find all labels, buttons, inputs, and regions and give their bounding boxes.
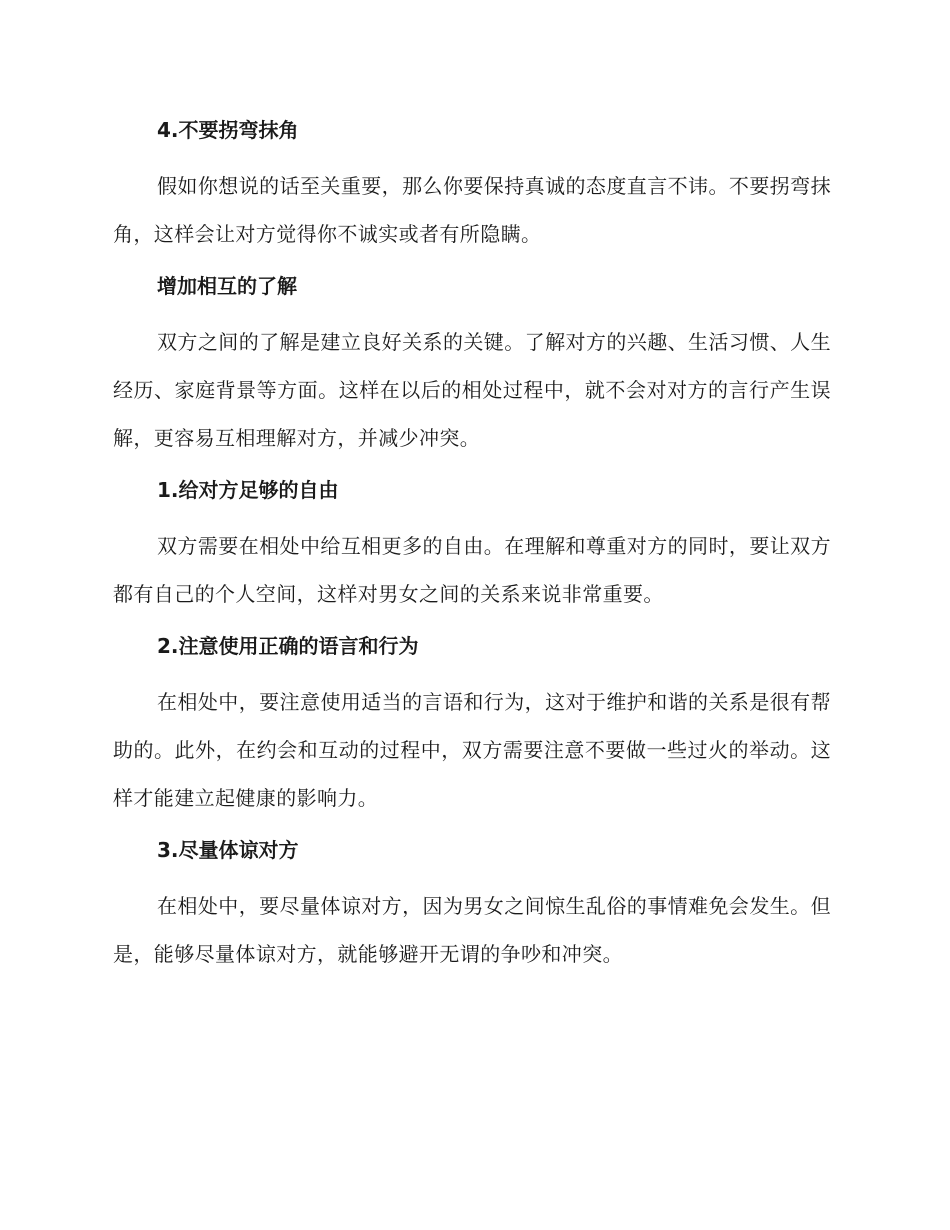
section-heading: 增加相互的了解 <box>157 274 297 298</box>
section-heading: 3.尽量体谅对方 <box>157 838 299 862</box>
section-heading: 4.不要拐弯抹角 <box>157 118 299 142</box>
section-heading: 1.给对方足够的自由 <box>157 478 339 502</box>
section-paragraph: 双方之间的了解是建立良好关系的关键。了解对方的兴趣、生活习惯、人生经历、家庭背景等方面。这样在以后的相处过程中，就不会对对方的言行产生误解，更容易互相理解对方，并减少冲突。 <box>113 330 831 450</box>
section-paragraph: 在相处中，要注意使用适当的言语和行为，这对于维护和谐的关系是很有帮助的。此外，在约会和互动的过程中，双方需要注意不要做一些过火的举动。这样才能建立起健康的影响力。 <box>113 690 831 810</box>
document-page <box>113 112 831 978</box>
section-paragraph: 在相处中，要尽量体谅对方，因为男女之间惊生乱俗的事情难免会发生。但是，能够尽量体谅对方，就能够避开无谓的争吵和冲突。 <box>113 894 831 966</box>
section-heading: 2.注意使用正确的语言和行为 <box>157 634 419 658</box>
section-paragraph: 假如你想说的话至关重要，那么你要保持真诚的态度直言不讳。不要拐弯抹角，这样会让对方觉得你不诚实或者有所隐瞒。 <box>113 174 831 246</box>
section-paragraph: 双方需要在相处中给互相更多的自由。在理解和尊重对方的同时，要让双方都有自己的个人空间，这样对男女之间的关系来说非常重要。 <box>113 534 831 606</box>
